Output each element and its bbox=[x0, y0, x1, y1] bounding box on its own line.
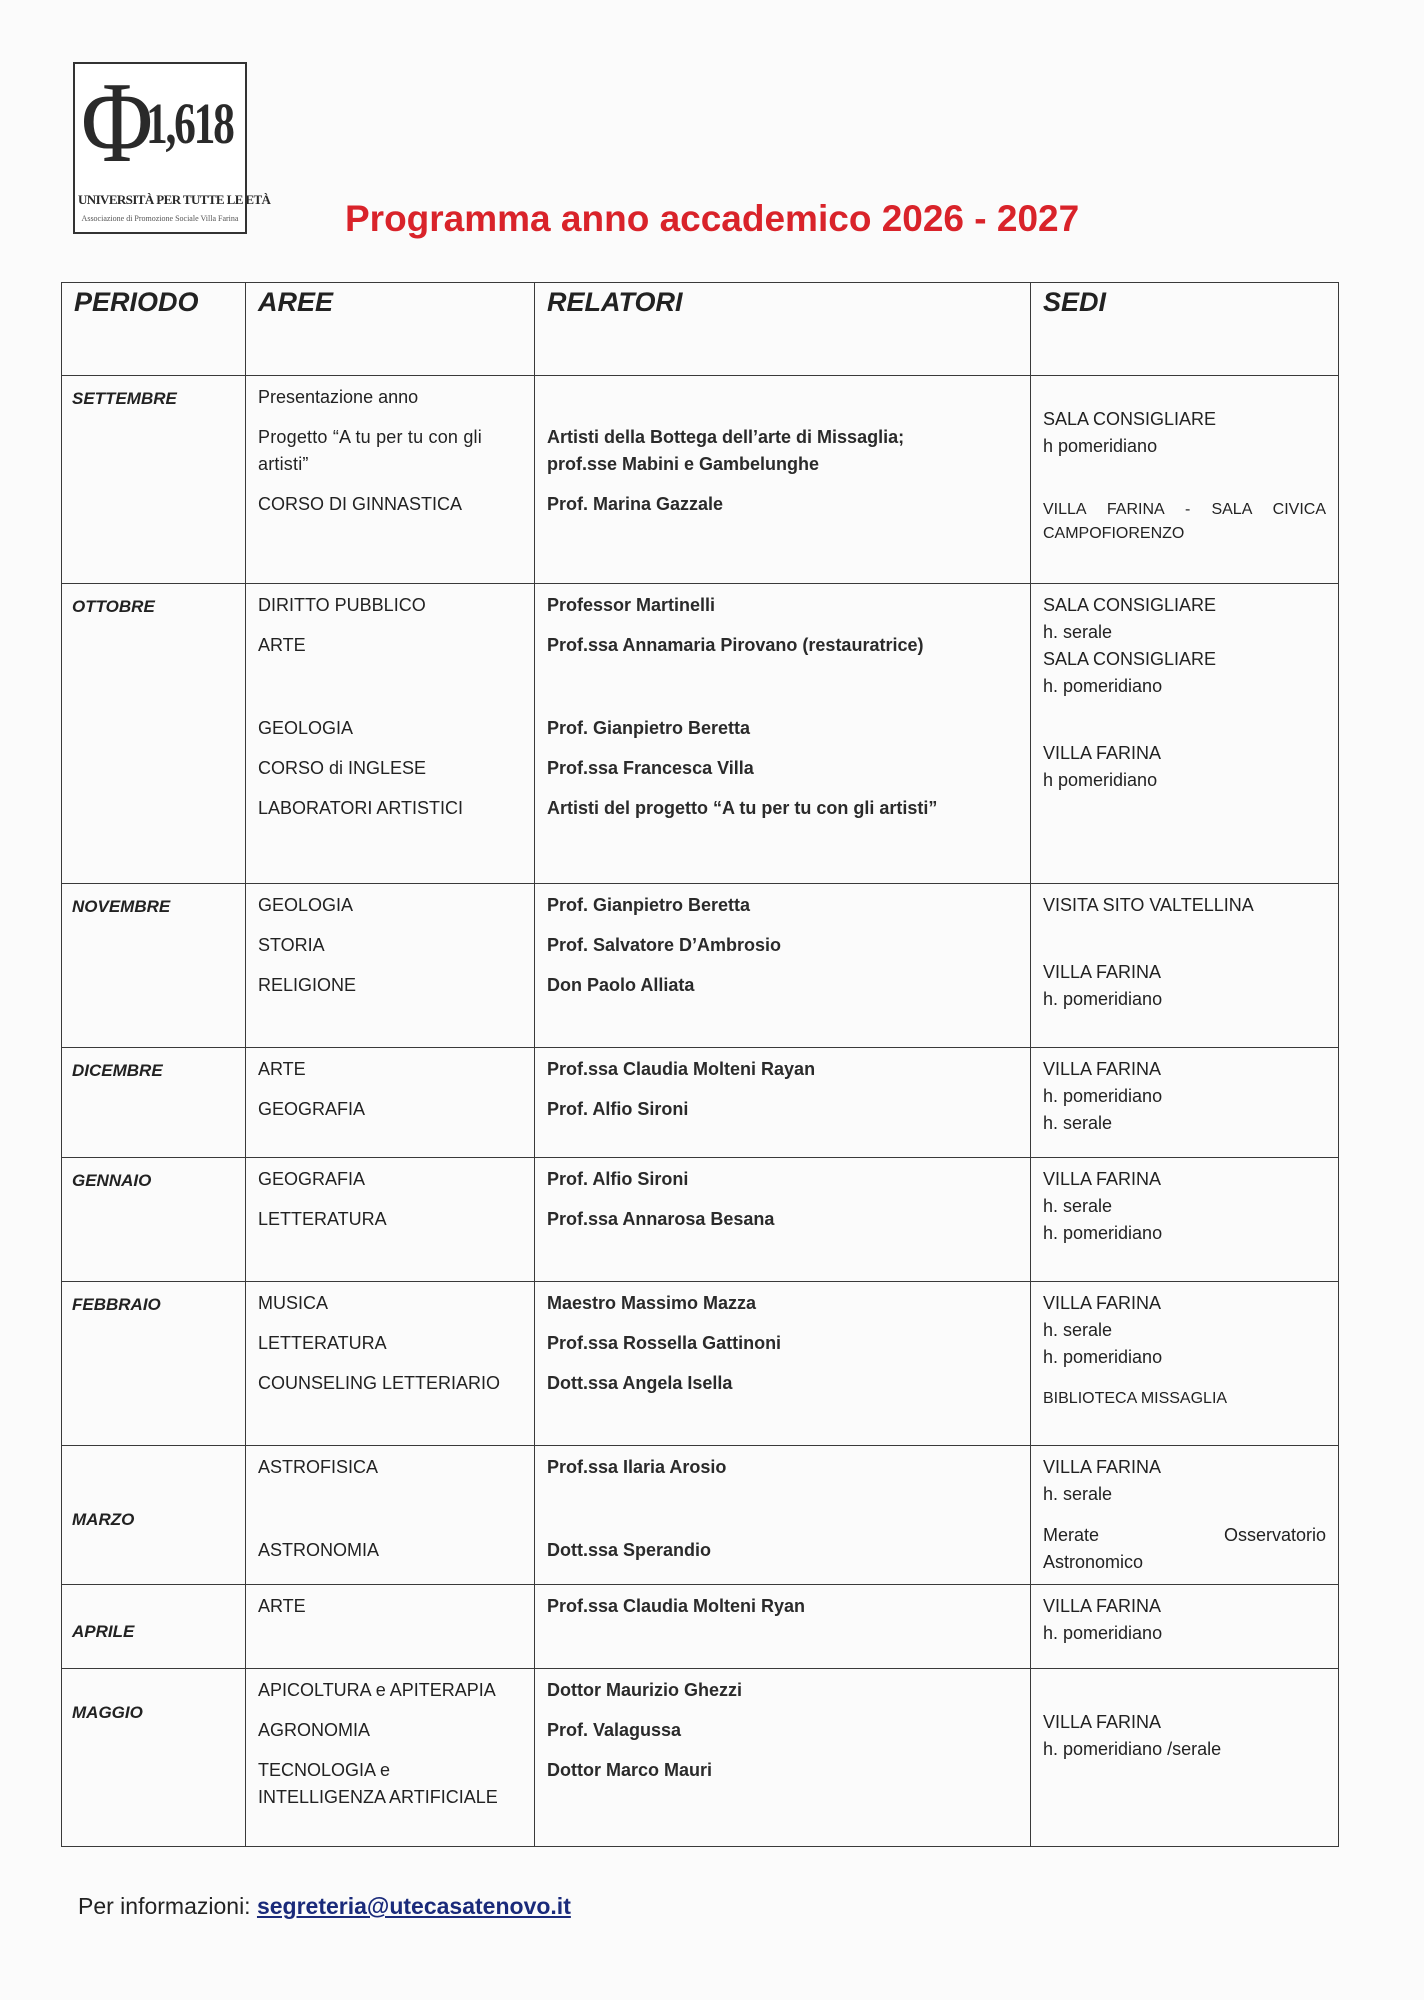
venue-item: h. pomeridiano /serale bbox=[1043, 1739, 1222, 1759]
logo-subtitle: UNIVERSITÀ PER TUTTE LE ETÀ bbox=[78, 192, 271, 207]
speakers-cell bbox=[535, 1585, 1031, 1669]
table-row-febbraio bbox=[62, 1282, 1339, 1446]
venue-item: h. pomeridiano bbox=[1043, 989, 1163, 1009]
venue-item: Merate bbox=[1043, 1525, 1100, 1545]
area-item: ARTE bbox=[258, 635, 306, 655]
areas-cell bbox=[246, 884, 535, 1048]
speaker-item: Prof.ssa Ilaria Arosio bbox=[547, 1457, 727, 1477]
venue-row bbox=[1043, 1522, 1326, 1549]
table-row-ottobre bbox=[62, 584, 1339, 884]
speaker-item: Dott.ssa Sperandio bbox=[547, 1540, 712, 1560]
area-item: Presentazione anno bbox=[258, 387, 419, 407]
area-item: DIRITTO PUBBLICO bbox=[258, 595, 426, 615]
areas-cell bbox=[246, 376, 535, 584]
area-item: RELIGIONE bbox=[258, 975, 357, 995]
speaker-item: Professor Martinelli bbox=[547, 595, 716, 615]
table-row-novembre bbox=[62, 884, 1339, 1048]
venue-item: h pomeridiano bbox=[1043, 436, 1158, 456]
area-item: GEOGRAFIA bbox=[258, 1099, 366, 1119]
venue-item: h. pomeridiano bbox=[1043, 1086, 1163, 1106]
venue-item: VILLA FARINA bbox=[1043, 1293, 1162, 1313]
program-table bbox=[61, 282, 1339, 1847]
speaker-item: Maestro Massimo Mazza bbox=[547, 1293, 757, 1313]
period-cell: APRILE bbox=[62, 1585, 246, 1669]
contact-email-link[interactable]: segreteria@utecasatenovo.it bbox=[256, 1893, 571, 1919]
area-item: AGRONOMIA bbox=[258, 1720, 371, 1740]
venue-item: VILLA FARINA bbox=[1043, 743, 1162, 763]
areas-cell bbox=[246, 584, 535, 884]
table-row-settembre bbox=[62, 376, 1339, 584]
venues-cell bbox=[1031, 884, 1339, 1048]
venues-cell bbox=[1031, 1048, 1339, 1158]
venue-item: Osservatorio bbox=[1223, 1525, 1326, 1545]
venue-item: h. pomeridiano bbox=[1043, 676, 1163, 696]
area-item: GEOLOGIA bbox=[258, 718, 354, 738]
areas-cell bbox=[246, 1048, 535, 1158]
venue-item: VILLA FARINA bbox=[1043, 962, 1162, 982]
speaker-item: Prof. Gianpietro Beretta bbox=[547, 718, 751, 738]
speaker-item: Artisti del progetto “A tu per tu con gli artisti” bbox=[547, 798, 938, 818]
speaker-item: Prof. Alfio Sironi bbox=[547, 1169, 689, 1189]
logo-subtitle-small: Associazione di Promozione Sociale Villa Farina bbox=[81, 214, 239, 223]
area-item: LABORATORI ARTISTICI bbox=[258, 798, 464, 818]
area-item: CORSO di INGLESE bbox=[258, 758, 427, 778]
venue-item: h. serale bbox=[1043, 1484, 1113, 1504]
period-cell: FEBBRAIO bbox=[62, 1282, 246, 1446]
speaker-item: Prof.ssa Annarosa Besana bbox=[547, 1209, 775, 1229]
speakers-cell bbox=[535, 1048, 1031, 1158]
venue-item: h. serale bbox=[1043, 1196, 1113, 1216]
page-title: Programma anno accademico 2026 - 2027 bbox=[345, 198, 1080, 239]
area-item: MUSICA bbox=[258, 1293, 329, 1313]
header-sedi: SEDI bbox=[1031, 283, 1339, 376]
footer bbox=[78, 1893, 571, 1920]
speaker-item: Prof.ssa Claudia Molteni Rayan bbox=[547, 1059, 816, 1079]
speakers-cell bbox=[535, 584, 1031, 884]
venues-cell bbox=[1031, 376, 1339, 584]
speaker-item: Dottor Marco Mauri bbox=[547, 1760, 713, 1780]
areas-cell bbox=[246, 1446, 535, 1585]
venues-cell bbox=[1031, 1585, 1339, 1669]
venue-item: VILLA FARINA bbox=[1043, 1596, 1162, 1616]
speaker-item: Prof. Gianpietro Beretta bbox=[547, 895, 751, 915]
venues-cell bbox=[1031, 1282, 1339, 1446]
venue-item: h. serale bbox=[1043, 622, 1113, 642]
areas-cell bbox=[246, 1282, 535, 1446]
venue-item: VILLA FARINA - SALA CIVICA CAMPOFIORENZO bbox=[1043, 501, 1326, 542]
speaker-item: Prof. Salvatore D’Ambrosio bbox=[547, 935, 782, 955]
venue-item: VILLA FARINA bbox=[1043, 1712, 1162, 1732]
area-item: LETTERATURA bbox=[258, 1209, 387, 1229]
areas-cell bbox=[246, 1585, 535, 1669]
speaker-item: Prof. Marina Gazzale bbox=[547, 494, 724, 514]
logo-mark bbox=[79, 59, 245, 187]
speaker-item: Prof.ssa Annamaria Pirovano (restauratrice) bbox=[547, 635, 924, 655]
area-item: Progetto “A tu per tu con gli artisti” bbox=[258, 427, 482, 474]
venue-item: h pomeridiano bbox=[1043, 770, 1158, 790]
speaker-item: prof.sse Mabini e Gambelunghe bbox=[547, 454, 820, 474]
table-row-maggio bbox=[62, 1669, 1339, 1847]
period-cell: OTTOBRE bbox=[62, 584, 246, 884]
speaker-item: Prof.ssa Francesca Villa bbox=[547, 758, 754, 778]
speaker-item: Dottor Maurizio Ghezzi bbox=[547, 1680, 742, 1700]
venue-item: Astronomico bbox=[1043, 1552, 1144, 1572]
area-item: GEOGRAFIA bbox=[258, 1169, 366, 1189]
venue-item: h. pomeridiano bbox=[1043, 1623, 1163, 1643]
venue-item: VISITA SITO VALTELLINA bbox=[1043, 895, 1254, 915]
speakers-cell bbox=[535, 884, 1031, 1048]
venue-item: VILLA FARINA bbox=[1043, 1059, 1162, 1079]
area-item: STORIA bbox=[258, 935, 325, 955]
venue-item: h. serale bbox=[1043, 1113, 1113, 1133]
speakers-cell bbox=[535, 1282, 1031, 1446]
areas-cell bbox=[246, 1158, 535, 1282]
phi-symbol: Φ bbox=[81, 59, 154, 187]
venue-item: SALA CONSIGLIARE bbox=[1043, 595, 1217, 615]
period-cell: NOVEMBRE bbox=[62, 884, 246, 1048]
period-cell: MAGGIO bbox=[62, 1669, 246, 1847]
table-row-dicembre bbox=[62, 1048, 1339, 1158]
area-item: COUNSELING LETTERIARIO bbox=[258, 1373, 501, 1393]
header-periodo: PERIODO bbox=[62, 283, 246, 376]
venue-item: SALA CONSIGLIARE bbox=[1043, 649, 1217, 669]
speaker-item: Artisti della Bottega dell’arte di Missaglia; bbox=[547, 427, 905, 447]
venue-item: VILLA FARINA bbox=[1043, 1457, 1162, 1477]
header-relatori: RELATORI bbox=[535, 283, 1031, 376]
speaker-item: Prof. Valagussa bbox=[547, 1720, 682, 1740]
venue-item: BIBLIOTECA MISSAGLIA bbox=[1043, 1390, 1228, 1407]
speaker-item: Dott.ssa Angela Isella bbox=[547, 1373, 733, 1393]
area-item: TECNOLOGIA e INTELLIGENZA ARTIFICIALE bbox=[258, 1760, 498, 1807]
venue-item: SALA CONSIGLIARE bbox=[1043, 409, 1217, 429]
table-header-row bbox=[62, 283, 1339, 376]
speakers-cell bbox=[535, 1158, 1031, 1282]
area-item: APICOLTURA e APITERAPIA bbox=[258, 1680, 496, 1700]
venues-cell bbox=[1031, 1158, 1339, 1282]
speakers-cell bbox=[535, 1669, 1031, 1847]
period-cell: DICEMBRE bbox=[62, 1048, 246, 1158]
table-row-aprile bbox=[62, 1585, 1339, 1669]
area-item: GEOLOGIA bbox=[258, 895, 354, 915]
venue-item: h. pomeridiano bbox=[1043, 1347, 1163, 1367]
venue-item: h. serale bbox=[1043, 1320, 1113, 1340]
golden-ratio: 1,618 bbox=[145, 90, 233, 156]
areas-cell bbox=[246, 1669, 535, 1847]
area-item: ARTE bbox=[258, 1596, 306, 1616]
speaker-item: Prof.ssa Rossella Gattinoni bbox=[547, 1333, 782, 1353]
venues-cell bbox=[1031, 1669, 1339, 1847]
area-item: ASTROFISICA bbox=[258, 1457, 379, 1477]
area-item: ASTRONOMIA bbox=[258, 1540, 380, 1560]
table-row-marzo bbox=[62, 1446, 1339, 1585]
footer-label: Per informazioni: bbox=[78, 1893, 251, 1919]
area-item: LETTERATURA bbox=[258, 1333, 387, 1353]
speaker-item: Prof. Alfio Sironi bbox=[547, 1099, 689, 1119]
venue-item: h. pomeridiano bbox=[1043, 1223, 1163, 1243]
period-cell: GENNAIO bbox=[62, 1158, 246, 1282]
venues-cell bbox=[1031, 584, 1339, 884]
venue-item: VILLA FARINA bbox=[1043, 1169, 1162, 1189]
period-cell: SETTEMBRE bbox=[62, 376, 246, 584]
speakers-cell bbox=[535, 376, 1031, 584]
table-row-gennaio bbox=[62, 1158, 1339, 1282]
speaker-item: Prof.ssa Claudia Molteni Ryan bbox=[547, 1596, 806, 1616]
period-cell: MARZO bbox=[62, 1446, 246, 1585]
speakers-cell bbox=[535, 1446, 1031, 1585]
venues-cell bbox=[1031, 1446, 1339, 1585]
speaker-item: Don Paolo Alliata bbox=[547, 975, 695, 995]
logo bbox=[73, 59, 271, 234]
header-aree: AREE bbox=[246, 283, 535, 376]
area-item: ARTE bbox=[258, 1059, 306, 1079]
area-item: CORSO DI GINNASTICA bbox=[258, 494, 463, 514]
